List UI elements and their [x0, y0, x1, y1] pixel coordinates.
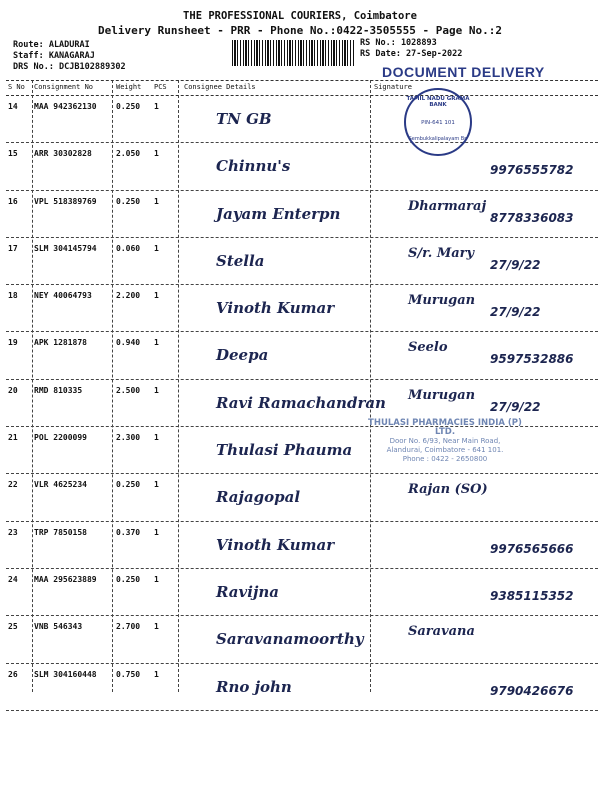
- header-pcs: PCS: [154, 83, 167, 91]
- weight: 2.200: [116, 291, 141, 301]
- signature: Murugan: [408, 387, 476, 403]
- rs-number: RS No.: 1028893: [360, 38, 437, 48]
- consignee-handwriting: Ravijna: [216, 582, 279, 601]
- barcode: [232, 40, 354, 66]
- document-delivery-stamp: DOCUMENT DELIVERY: [382, 64, 545, 80]
- consignment-number: VNB 546343: [34, 622, 83, 632]
- consignee-handwriting: Chinnu's: [216, 157, 291, 176]
- table-header: [6, 80, 598, 96]
- pieces: 1: [154, 480, 159, 490]
- table-row: [6, 616, 598, 663]
- weight: 0.250: [116, 102, 141, 111]
- table-row: [6, 522, 598, 569]
- consignment-number: POL 2200099: [34, 433, 87, 443]
- pieces: 1: [154, 291, 159, 301]
- weight: 2.050: [116, 149, 141, 159]
- row-number: 16: [8, 196, 18, 206]
- pieces: 1: [154, 622, 159, 632]
- company-title: THE PROFESSIONAL COURIERS, Coimbatore: [183, 10, 417, 22]
- drs-number: DRS No.: DCJB102889302: [13, 62, 126, 72]
- signature-cell: [378, 332, 596, 378]
- signature-cell: [378, 522, 596, 568]
- row-number: 22: [8, 480, 18, 490]
- consignee-handwriting: Ravi Ramachandran: [216, 393, 386, 412]
- table-row: [6, 474, 598, 521]
- pharmacy-address-2: Alandurai, Coimbatore - 641 101.: [386, 446, 504, 454]
- consignment-number: RMD 810335: [34, 385, 83, 395]
- signature-cell: [378, 474, 596, 520]
- consignment-number: SLM 304160448: [34, 669, 97, 679]
- row-number: 25: [8, 622, 18, 632]
- signature-cell: [378, 191, 596, 237]
- consignment-number: VPL 518389769: [34, 196, 97, 206]
- signature: Dharmaraj: [408, 198, 487, 214]
- pieces: 1: [154, 433, 159, 443]
- signature-phone: 9976565666: [490, 541, 574, 556]
- pieces: 1: [154, 338, 159, 348]
- table-row: [6, 569, 598, 616]
- table-body: [6, 96, 598, 711]
- header-consignment: Consignment No: [34, 83, 94, 91]
- bank-seal: [404, 88, 472, 156]
- signature-phone: 9597532886: [490, 352, 574, 367]
- row-number: 17: [8, 243, 18, 253]
- weight: 0.250: [116, 480, 141, 490]
- route: Route: ALADURAI: [13, 40, 90, 50]
- consignee-handwriting: Deepa: [216, 346, 269, 365]
- weight: 2.700: [116, 622, 141, 632]
- consignee-handwriting: Rno john: [216, 677, 292, 696]
- consignment-number: MAA 295623889: [34, 574, 97, 584]
- signature-phone: 9385115352: [490, 588, 574, 603]
- signature-phone: 27/9/22: [490, 305, 541, 320]
- header-sno: S No: [8, 83, 25, 91]
- weight: 0.940: [116, 338, 141, 348]
- pieces: 1: [154, 243, 159, 253]
- header-signature: Signature: [374, 83, 412, 91]
- signature: Murugan: [408, 293, 476, 309]
- pieces: 1: [154, 527, 159, 537]
- consignee-handwriting: Vinoth Kumar: [216, 299, 335, 318]
- consignment-number: MAA 942362130: [34, 102, 97, 111]
- pharmacy-phone: Phone : 0422 - 2650800: [402, 455, 488, 463]
- weight: 0.250: [116, 196, 141, 206]
- pieces: 1: [154, 574, 159, 584]
- table-row: [6, 143, 598, 190]
- signature: S/r. Mary: [408, 245, 475, 261]
- row-number: 26: [8, 669, 18, 679]
- pharmacy-name: THULASI PHARMACIES INDIA (P) LTD.: [368, 418, 522, 437]
- consignee-handwriting: Saravanamoorthy: [216, 630, 364, 649]
- right-meta: [360, 38, 462, 60]
- row-number: 23: [8, 527, 18, 537]
- seal-pin: PIN-641 101: [421, 120, 455, 126]
- table-row: [6, 332, 598, 379]
- row-number: 19: [8, 338, 18, 348]
- staff: Staff: KANAGARAJ: [13, 51, 95, 61]
- row-number: 18: [8, 291, 18, 301]
- table-row: [6, 96, 598, 143]
- signature-phone: 8778336083: [490, 210, 574, 225]
- consignment-number: VLR 4625234: [34, 480, 87, 490]
- rs-date: RS Date: 27-Sep-2022: [360, 49, 463, 59]
- header-weight: Weight: [116, 83, 142, 91]
- pieces: 1: [154, 102, 159, 111]
- consignee-handwriting: TN GB: [216, 110, 272, 128]
- signature-phone: 9976555782: [490, 163, 574, 178]
- runsheet-table: [6, 80, 598, 711]
- consignment-number: APK 1281878: [34, 338, 87, 348]
- signature-phone: 27/9/22: [490, 257, 541, 272]
- weight: 0.370: [116, 527, 141, 537]
- runsheet-title: Delivery Runsheet - PRR - Phone No.:0422-3505555 - Page No.:2: [98, 24, 502, 37]
- seal-branch: Sembukkalipalayam Br.: [408, 136, 468, 142]
- signature-cell: [378, 238, 596, 284]
- signature: Seelo: [408, 340, 448, 356]
- pieces: 1: [154, 149, 159, 159]
- weight: 0.250: [116, 574, 141, 584]
- row-number: 14: [8, 102, 18, 111]
- consignment-number: NEY 40064793: [34, 291, 92, 301]
- signature: Saravana: [408, 624, 475, 640]
- consignment-number: TRP 7850158: [34, 527, 87, 537]
- table-row: [6, 238, 598, 285]
- row-number: 24: [8, 574, 18, 584]
- consignee-handwriting: Stella: [216, 251, 265, 270]
- left-meta: [13, 40, 126, 73]
- pharmacy-address-1: Door No. 6/93, Near Main Road,: [389, 437, 501, 445]
- table-row: [6, 285, 598, 332]
- consignee-handwriting: Thulasi Phauma: [216, 441, 353, 460]
- row-number: 15: [8, 149, 18, 159]
- pieces: 1: [154, 669, 159, 679]
- consignment-number: ARR 30302828: [34, 149, 92, 159]
- weight: 2.300: [116, 433, 141, 443]
- seal-bank-name: TAMIL NADU GRAMA BANK: [406, 96, 470, 108]
- signature-phone: 9790426676: [490, 683, 574, 698]
- pieces: 1: [154, 196, 159, 206]
- consignee-handwriting: Rajagopal: [216, 488, 301, 507]
- weight: 2.500: [116, 385, 141, 395]
- pharmacy-stamp: [365, 419, 525, 464]
- signature-cell: [378, 616, 596, 662]
- weight: 0.060: [116, 243, 141, 253]
- signature-phone: 27/9/22: [490, 399, 541, 414]
- consignee-handwriting: Jayam Enterpn: [216, 204, 341, 223]
- row-number: 21: [8, 433, 18, 443]
- table-row: [6, 191, 598, 238]
- signature-cell: [378, 285, 596, 331]
- consignment-number: SLM 304145794: [34, 243, 97, 253]
- pieces: 1: [154, 385, 159, 395]
- signature-cell: [378, 143, 596, 189]
- signature-cell: [378, 569, 596, 615]
- row-number: 20: [8, 385, 18, 395]
- weight: 0.750: [116, 669, 141, 679]
- header-consignee: Consignee Details: [184, 83, 256, 91]
- consignee-handwriting: Vinoth Kumar: [216, 535, 335, 554]
- signature: Rajan (SO): [408, 482, 488, 498]
- signature-cell: [378, 664, 596, 710]
- table-row: [6, 664, 598, 711]
